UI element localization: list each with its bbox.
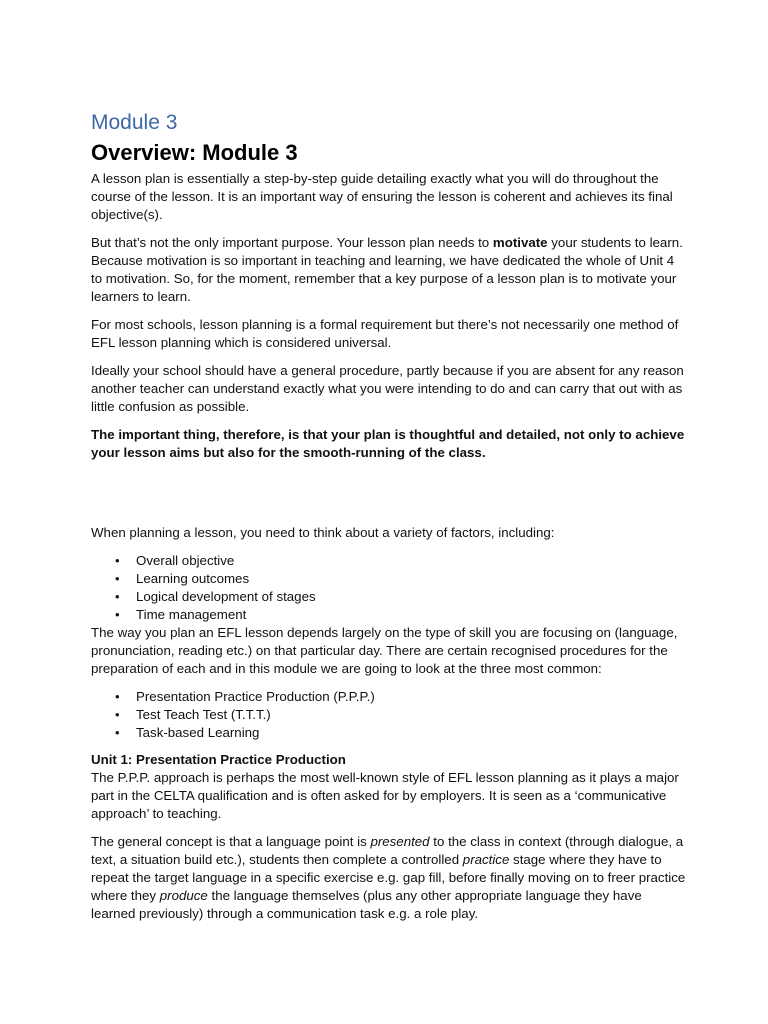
motivate-emphasis: motivate — [492, 235, 548, 250]
section-spacer — [91, 472, 688, 524]
intro-paragraph-1: A lesson plan is essentially a step-by-step guide detailing exactly what you will do throughout the course of the lesson. It is an important way of ensuring the lesson is coherent and achieves its final objective(s). — [91, 171, 673, 222]
list-item: • Presentation Practice Production (P.P.P.) — [136, 688, 688, 706]
intro-paragraph-3: For most schools, lesson planning is a formal requirement but there’s not necessarily one method of EFL lesson planning which is considered universal. — [91, 317, 679, 350]
list-item: • Logical development of stages — [136, 588, 688, 606]
intro-paragraph-2: But that’s not the only important purpose. Your lesson plan needs to motivate your students to learn. Because motivation is so important in teaching and learning, we have dedicated the whole of Unit 4 to motivation. So, for the moment, remember that a key purpose of a lesson plan is to motivate your learners to learn. — [91, 235, 683, 304]
factors-lead: When planning a lesson, you need to think about a variety of factors, including: — [91, 525, 555, 540]
intro-paragraph-5: The important thing, therefore, is that your plan is thoughtful and detailed, not only to achieve your lesson aims but also for the smooth-running of the class. — [91, 427, 685, 460]
factors-list — [91, 552, 688, 624]
overview-title: Overview: Module 3 — [91, 140, 298, 165]
module-heading: Module 3 — [91, 111, 178, 134]
unit-1-paragraph-1: The P.P.P. approach is perhaps the most well-known style of EFL lesson planning as it plays a major part in the CELTA qualification and is often asked for by employers. It is seen as a ‘communicative approach’ to teaching. — [91, 770, 679, 821]
intro-paragraph-4: Ideally your school should have a general procedure, partly because if you are absent for any reason another teacher can understand exactly what you were intending to do and can carry that out with as little confusion as possible. — [91, 363, 684, 414]
procedures-paragraph: The way you plan an EFL lesson depends largely on the type of skill you are focusing on (language, pronunciation, reading etc.) on that particular day. There are certain recognised procedures for the preparation of each and in this module we are going to look at the three most common: — [91, 625, 678, 676]
procedures-list — [91, 688, 688, 742]
list-item: • Test Teach Test (T.T.T.) — [136, 706, 688, 724]
unit-1-heading: Unit 1: Presentation Practice Production — [91, 752, 346, 767]
list-item: • Learning outcomes — [136, 570, 688, 588]
list-item: • Time management — [136, 606, 688, 624]
unit-1-paragraph-2: The general concept is that a language point is presented to the class in context (through dialogue, a text, a situation build etc.), students then complete a controlled practice stage where they have to repeat the target language in a specific exercise e.g. gap fill, before finally moving on to freer practice where they produce the language themselves (plus any other appropriate language they have learned previously) through a communication task e.g. a role play. — [91, 834, 686, 921]
list-item: • Task-based Learning — [136, 724, 688, 742]
list-item: • Overall objective — [136, 552, 688, 570]
